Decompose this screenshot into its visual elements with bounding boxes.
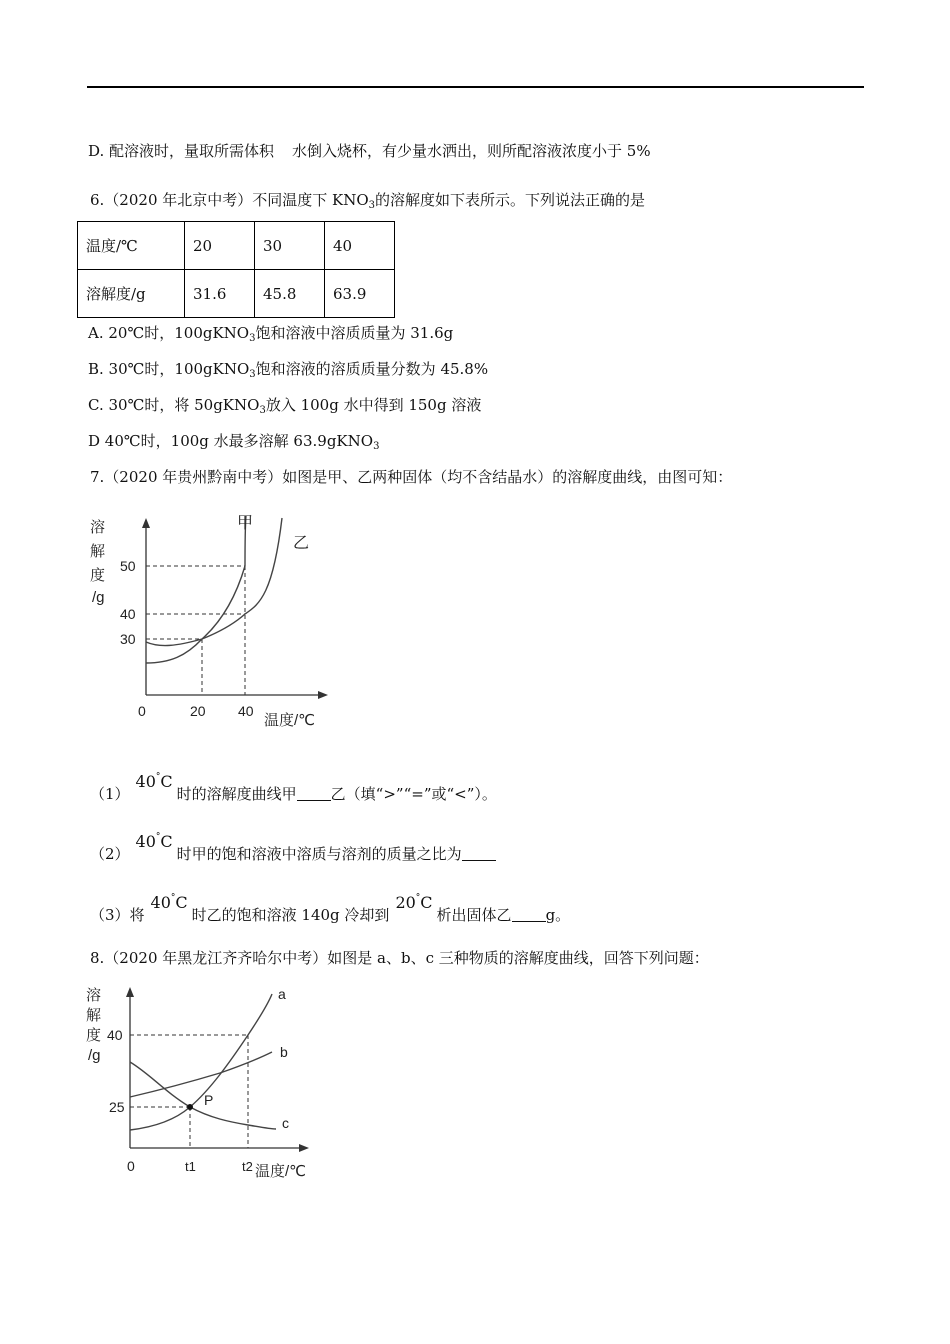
series-label-a: a <box>278 986 286 1002</box>
table-row <box>78 270 395 318</box>
sub-question-text: 时甲的饱和溶液中溶质与溶剂的质量之比为 <box>176 845 462 863</box>
prev-option-d <box>88 141 651 161</box>
table-cell: 63.9 <box>325 270 395 318</box>
y-axis-arrow <box>142 518 150 528</box>
option-text: D 40℃时，100g 水最多溶解 63.9gKNO <box>88 432 374 450</box>
y-axis-label-char: /g <box>92 589 105 606</box>
table-cell: 31.6 <box>185 270 255 318</box>
option-subscript: 3 <box>259 405 266 416</box>
option-subscript: 3 <box>373 441 380 452</box>
q6-option-d <box>88 431 379 451</box>
y-axis-label-char: /g <box>88 1047 101 1064</box>
option-text: C. 30℃时，将 50gKNO <box>88 396 260 414</box>
option-text: 饱和溶液中溶质质量为 31.6g <box>255 324 454 342</box>
y-axis-label-char: 溶 <box>86 987 102 1004</box>
option-text: A. 20℃时，100gKNO <box>88 324 250 342</box>
x-tick-label: t2 <box>242 1159 253 1174</box>
table-cell: 30 <box>255 222 325 270</box>
q7-stem: 7.（2020 年贵州黔南中考）如图是甲、乙两种固体（均不含结晶水）的溶解度曲线，由图可知： <box>90 468 733 486</box>
x-tick-label: 0 <box>138 703 146 719</box>
curve-b <box>130 1052 272 1097</box>
table-cell: 溶解度/g <box>78 270 185 318</box>
q8-solubility-graph <box>80 982 330 1187</box>
y-axis-label-char: 解 <box>90 543 106 560</box>
sub-question-text: 时的溶解度曲线甲 <box>176 785 297 803</box>
q6-subscript: 3 <box>368 200 376 211</box>
table-cell: 40 <box>325 222 395 270</box>
x-axis-label: 温度/℃ <box>255 1163 307 1180</box>
q6-option-c <box>88 395 481 415</box>
sub-question-text: 乙（填“>”“=”或“<”）。 <box>330 785 497 803</box>
table-row <box>78 222 395 270</box>
intersection-point-p <box>187 1104 193 1110</box>
q6-stem-a: 6.（2020 年北京中考）不同温度下 KNO <box>90 191 369 209</box>
answer-blank[interactable] <box>512 907 546 922</box>
x-tick-label: 20 <box>190 703 206 719</box>
y-axis-label-char: 溶 <box>90 519 106 536</box>
x-axis-arrow <box>299 1144 309 1152</box>
option-d-text-after: 水倒入烧杯，有少量水洒出，则所配溶液浓度小于 5% <box>292 142 651 160</box>
option-text: B. 30℃时，100gKNO <box>88 360 250 378</box>
series-label-c: c <box>282 1115 289 1131</box>
series-label-b: b <box>280 1044 288 1060</box>
y-tick-label: 30 <box>120 631 136 647</box>
q6-stem-b: 的溶解度如下表所示。下列说法正确的是 <box>375 191 646 209</box>
option-d-text-before: D. 配溶液时，量取所需体积 <box>88 142 275 160</box>
table-cell: 20 <box>185 222 255 270</box>
q7-solubility-graph <box>80 508 350 738</box>
temperature-20c: 20°C <box>395 893 433 912</box>
sub-question-number: （2） <box>90 845 130 863</box>
sub-question-number: （1） <box>90 785 130 803</box>
q7-sub2 <box>90 832 496 864</box>
q7-sub1 <box>90 772 497 804</box>
y-tick-label: 25 <box>109 1099 125 1115</box>
answer-blank[interactable] <box>297 786 331 801</box>
point-label-p: P <box>204 1092 214 1108</box>
y-axis-label-char: 度 <box>90 567 106 584</box>
q7-sub3 <box>90 893 571 925</box>
q6-option-b <box>88 359 488 379</box>
y-tick-label: 40 <box>120 606 136 622</box>
sub-question-text: g。 <box>545 906 571 924</box>
y-axis-label <box>90 519 105 606</box>
q8-stem: 8.（2020 年黑龙江齐齐哈尔中考）如图是 a、b、c 三种物质的溶解度曲线，回答下列问题： <box>90 949 709 967</box>
temperature-40c: 40°C <box>150 893 188 912</box>
table-cell: 45.8 <box>255 270 325 318</box>
temperature-40c: 40°C <box>135 832 173 851</box>
sub-question-text: 时乙的饱和溶液 140g 冷却到 <box>191 906 390 924</box>
option-subscript: 3 <box>249 369 256 380</box>
answer-blank[interactable] <box>462 846 496 861</box>
y-axis-label-char: 度 <box>86 1027 102 1044</box>
option-subscript: 3 <box>249 333 256 344</box>
series-label-yi: 乙 <box>293 535 310 552</box>
header-rule <box>87 86 864 88</box>
q6-option-a <box>88 323 453 343</box>
x-tick-label: 0 <box>127 1158 135 1174</box>
solubility-table <box>77 221 395 318</box>
y-tick-label: 40 <box>107 1027 123 1043</box>
temperature-40c: 40°C <box>135 772 173 791</box>
y-axis-label-char: 解 <box>86 1007 102 1024</box>
y-tick-label: 50 <box>120 558 136 574</box>
option-text: 放入 100g 水中得到 150g 溶液 <box>265 396 482 414</box>
curve-c <box>130 1062 276 1129</box>
option-text: 饱和溶液的溶质质量分数为 45.8% <box>255 360 489 378</box>
x-tick-label: 40 <box>238 703 254 719</box>
sub-question-number: （3）将 <box>90 906 145 924</box>
reference-lines <box>146 566 245 695</box>
y-axis-label <box>86 987 101 1064</box>
x-tick-label: t1 <box>185 1159 196 1174</box>
y-axis-arrow <box>126 987 134 997</box>
reference-lines <box>130 1035 248 1148</box>
series-label-jia: 甲 <box>237 515 254 532</box>
sub-question-text: 析出固体乙 <box>436 906 512 924</box>
x-axis-arrow <box>318 691 328 699</box>
table-cell: 温度/℃ <box>78 222 185 270</box>
q6-stem <box>90 190 645 210</box>
x-axis-label: 温度/℃ <box>264 712 316 729</box>
